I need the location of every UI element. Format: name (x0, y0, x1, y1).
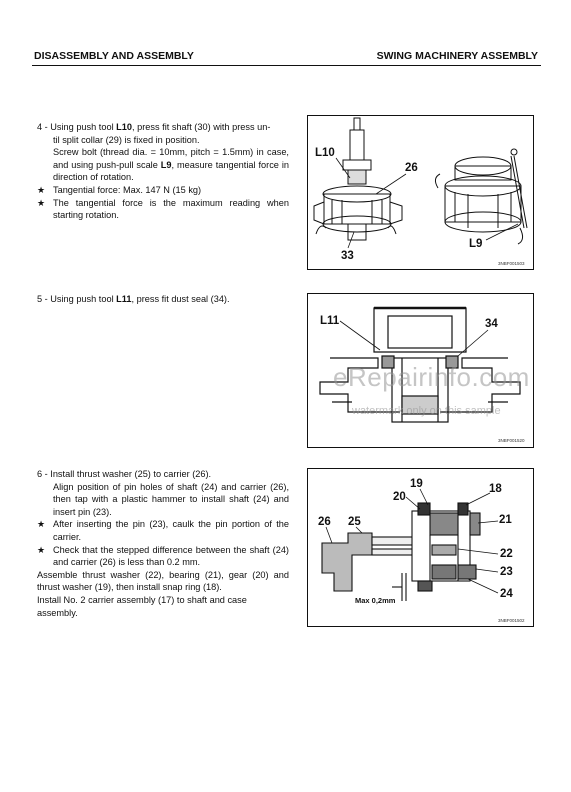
step-4-note-1 (37, 184, 289, 197)
label-26: 26 (318, 516, 331, 528)
header-rule (32, 65, 541, 66)
label-25: 25 (348, 516, 361, 528)
step-4-note-2-text: The tangential force is the maximum reading when starting rotation. (53, 197, 289, 221)
label-34: 34 (485, 318, 498, 330)
figure-1-drawing (308, 116, 533, 269)
step-4-para (37, 146, 289, 184)
step-6-para: Align position of pin holes of shaft (24) and carrier (26), then tap with a plastic hammer to install shaft (24) and insert pin (23). (53, 481, 289, 517)
step-5-text-b: , press fit dust seal (34). (131, 294, 230, 304)
step-6-note-2 (37, 544, 289, 569)
figure-2-code: 3NBF001520 (498, 438, 525, 443)
step-6 (37, 468, 289, 619)
step-6-para-3: Install No. 2 carrier assembly (17) to shaft and case assembly. (37, 594, 247, 618)
step-6-note-1-text: After inserting the pin (23), caulk the pin portion of the carrier. (53, 519, 289, 542)
step-5 (37, 293, 297, 306)
figure-3-drawing (308, 469, 533, 626)
step-4-line2: til split collar (29) is fixed in position. (53, 134, 200, 145)
label-l11: L11 (320, 315, 340, 327)
watermark-subtext: watermark only on this sample (352, 405, 501, 417)
step-6-note-2-text: Check that the stepped difference between the shaft (24) and carrier (26) is less than 0.2 mm. (53, 544, 289, 568)
step-4 (37, 121, 289, 222)
label-22: 22 (500, 548, 513, 560)
tool-l9: L9 (160, 159, 172, 170)
star-icon: ★ (37, 184, 46, 195)
tool-l10: L10 (116, 122, 133, 132)
step-4-para-end: , measure tangential force in direction of rotation. (53, 159, 289, 183)
section-title: DISASSEMBLY AND ASSEMBLY (34, 50, 194, 62)
watermark-text: eRepairinfo.com (333, 362, 530, 392)
step-4-text-b: , press fit shaft (30) with press un- (132, 122, 271, 132)
figure-1-code: 3NBF001503 (498, 261, 525, 266)
label-18: 18 (489, 483, 502, 495)
step-4-heading (37, 121, 289, 134)
step-6-note-1 (37, 518, 289, 543)
step-4-text-a: 4 - Using push tool (37, 122, 117, 132)
figure-3-code: 3NBF001502 (498, 618, 525, 623)
figure-carrier-assembly (307, 468, 534, 627)
label-23: 23 (500, 566, 513, 578)
step-4-para-text: Screw bolt (thread dia. = 10mm, pitch = 1.5mm) in case, and using push-pull scale (53, 147, 289, 170)
figure-push-tool-l10 (307, 115, 534, 270)
step-6-heading: 6 - Install thrust washer (25) to carrier (26). (37, 469, 212, 479)
label-33: 33 (341, 250, 354, 262)
chapter-title: SWING MACHINERY ASSEMBLY (376, 50, 538, 62)
label-20: 20 (393, 491, 406, 503)
label-l10: L10 (315, 147, 335, 159)
label-26: 26 (405, 162, 418, 174)
step-5-text-a: 5 - Using push tool (37, 294, 117, 304)
step-6-para-2: Assemble thrust washer (22), bearing (21), gear (20) and thrust washer (19), then install snap ring (18). (37, 569, 289, 593)
label-l9: L9 (469, 238, 483, 250)
label-max-step: Max 0,2mm (355, 596, 396, 605)
tool-l11: L11 (116, 294, 132, 304)
step-4-note-1-text: Tangential force: Max. 147 N (15 kg) (53, 184, 202, 195)
label-19: 19 (410, 478, 423, 490)
star-icon: ★ (37, 544, 46, 555)
star-icon: ★ (37, 197, 46, 208)
label-21: 21 (499, 514, 512, 526)
step-5-text (37, 293, 297, 306)
star-icon: ★ (37, 519, 46, 530)
label-24: 24 (500, 588, 513, 600)
step-4-note-2 (37, 197, 289, 222)
